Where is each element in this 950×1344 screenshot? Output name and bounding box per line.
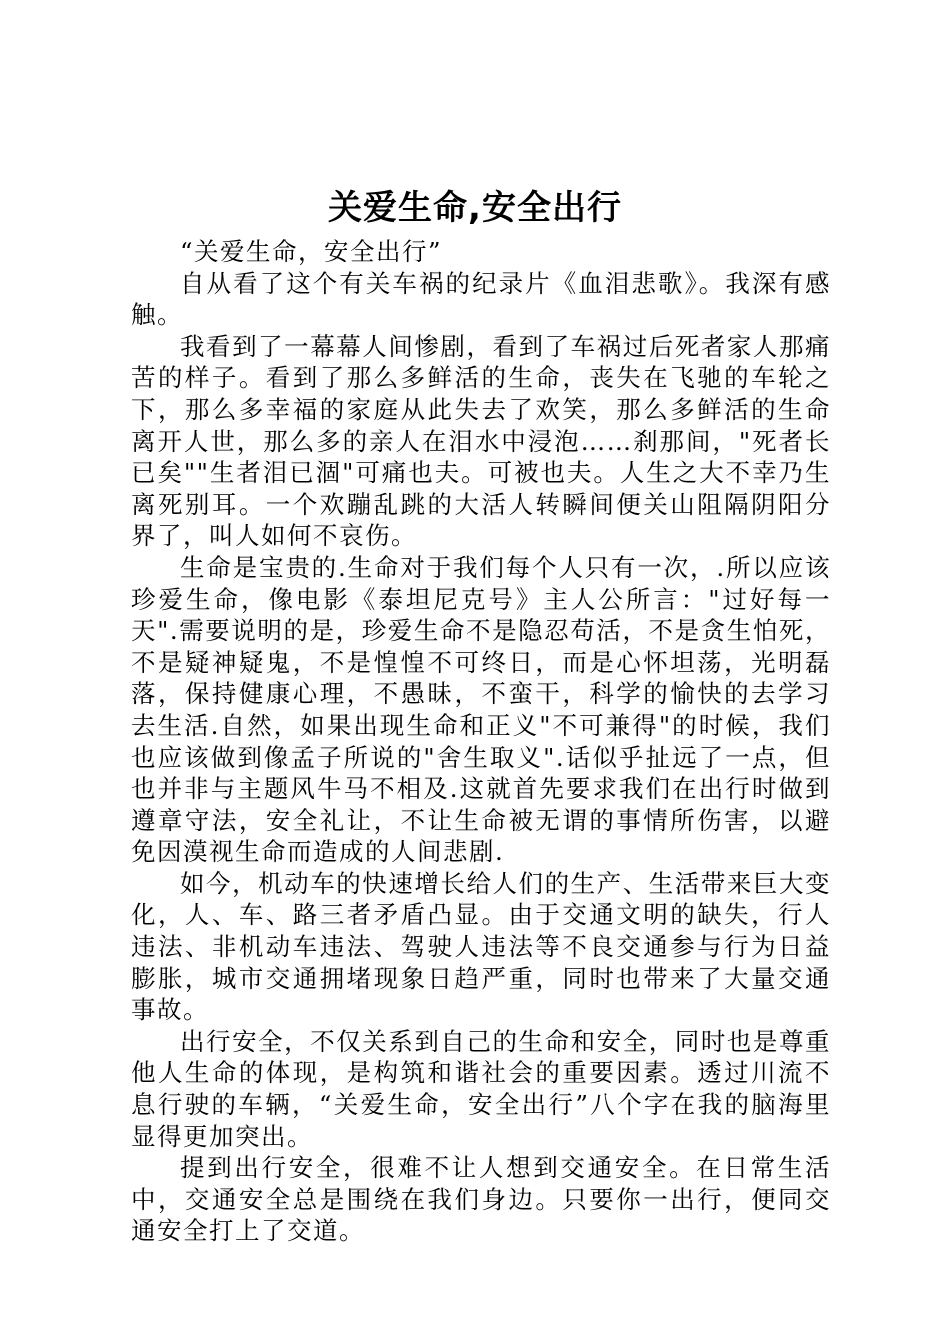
document-title: 关爱生命,安全出行 — [328, 188, 622, 228]
paragraph-tragedy: 我看到了一幕幕人间惨剧，看到了车祸过后死者家人那痛苦的样子。看到了那么多鲜活的生命，丧失在飞驰的车轮之下，那么多幸福的家庭从此失去了欢笑，那么多鲜活的生命离开人世，那么多的亲人在泪水中浸泡……刹那间，"死者长已矣""生者泪已涸"可痛也夫。可被也夫。人生之大不幸乃生离死别耳。一个欢蹦乱跳的大活人转瞬间便关山阻隔阴阳分界了，叫人如何不哀伤。 — [131, 331, 831, 551]
document-body — [131, 236, 831, 1247]
paragraph-documentary: 自从看了这个有关车祸的纪录片《血泪悲歌》。我深有感触。 — [131, 268, 831, 330]
paragraph-slogan: “关爱生命，安全出行” — [180, 237, 443, 266]
paragraph-traffic-growth: 如今，机动车的快速增长给人们的生产、生活带来巨大变化，人、车、路三者矛盾凸显。由于交通文明的缺失，行人违法、非机动车违法、驾驶人违法等不良交通参与行为日益膨胀，城市交通拥堵现象日趋严重，同时也带来了大量交通事故。 — [131, 868, 831, 1025]
paragraph-travel-safety: 出行安全，不仅关系到自己的生命和安全，同时也是尊重他人生命的体现，是构筑和谐社会的重要因素。透过川流不息行驶的车辆，“关爱生命，安全出行”八个字在我的脑海里显得更加突出。 — [131, 1026, 831, 1151]
paragraph-traffic-safety: 提到出行安全，很难不让人想到交通安全。在日常生活中，交通安全总是围绕在我们身边。只要你一出行，便同交通安全打上了交道。 — [131, 1153, 831, 1246]
paragraph-value-of-life: 生命是宝贵的.生命对于我们每个人只有一次，.所以应该珍爱生命，像电影《泰坦尼克号》主人公所言："过好每一天".需要说明的是，珍爱生命不是隐忍苟活，不是贪生怕死，不是疑神疑鬼，不是惶惶不可终日，而是心怀坦荡，光明磊落，保持健康心理，不愚昧，不蛮干，科学的愉快的去学习去生活.自然，如果出现生命和正义"不可兼得"的时候，我们也应该做到像孟子所说的"舍生取义".话似乎扯远了一点，但也并非与主题风牛马不相及.这就首先要求我们在出行时做到遵章守法，安全礼让，不让生命被无谓的事情所伤害，以避免因漠视生命而造成的人间悲剧. — [131, 552, 831, 867]
